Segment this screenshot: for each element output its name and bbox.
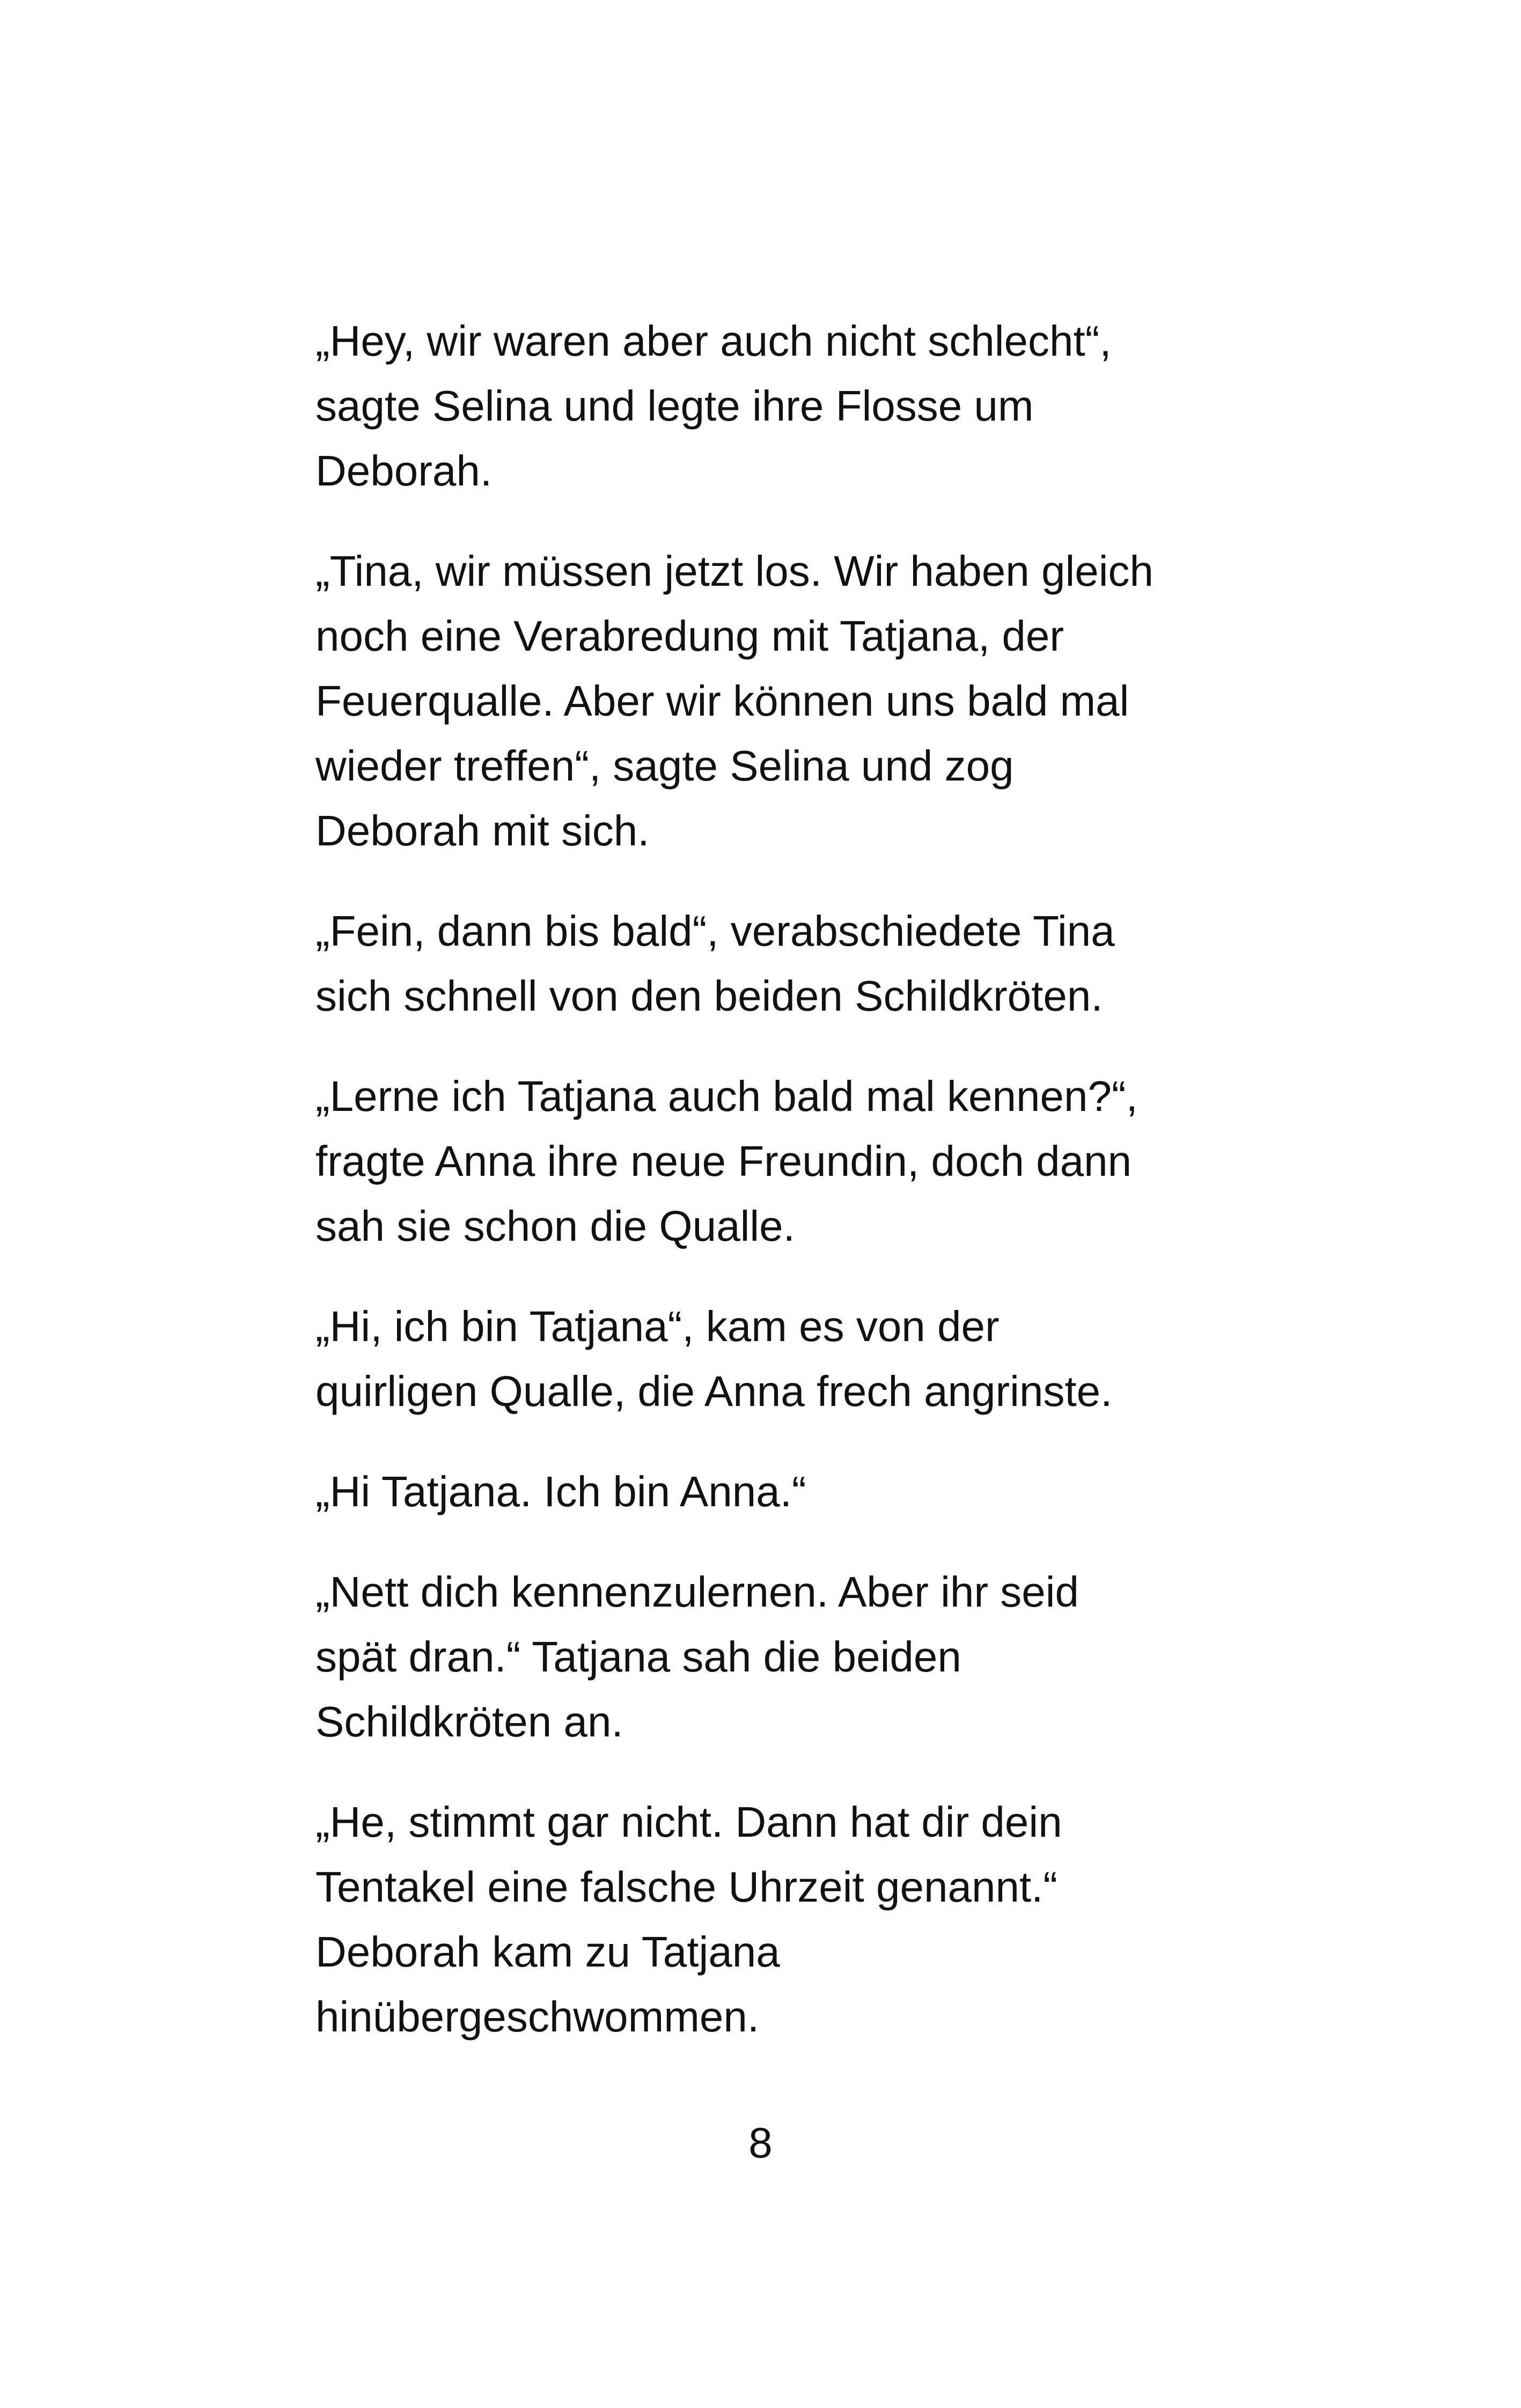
text-line: Deborah mit sich. [315, 807, 650, 855]
text-line: „Hi, ich bin Tatjana“, kam es von der [315, 1302, 1000, 1350]
text-line: „Fein, dann bis bald“, verabschiedete Tina [315, 907, 1115, 955]
story-text [315, 308, 1228, 2085]
paragraph [315, 539, 1228, 863]
text-line: noch eine Verabredung mit Tatjana, der [315, 612, 1064, 660]
text-line: sagte Selina und legte ihre Flosse um [315, 382, 1034, 430]
text-line: sich schnell von den beiden Schildkröten. [315, 972, 1103, 1020]
text-line: „Nett dich kennenzulernen. Aber ihr seid [315, 1568, 1079, 1616]
text-line: „Hi Tatjana. Ich bin Anna.“ [315, 1468, 806, 1515]
text-line: hinübergeschwommen. [315, 1993, 760, 2041]
page-number: 8 [748, 2119, 773, 2167]
text-line: Schildkröten an. [315, 1698, 623, 1746]
text-line: fragte Anna ihre neue Freundin, doch dann [315, 1137, 1132, 1185]
text-line: quirligen Qualle, die Anna frech angrinste. [315, 1367, 1113, 1415]
paragraph [315, 899, 1228, 1028]
paragraph [315, 1459, 1228, 1524]
text-line: „Lerne ich Tatjana auch bald mal kennen?“, [315, 1072, 1138, 1120]
text-line: wieder treffen“, sagte Selina und zog [315, 742, 1014, 790]
text-line: spät dran.“ Tatjana sah die beiden [315, 1633, 961, 1681]
text-line: „Tina, wir müssen jetzt los. Wir haben gleich [315, 547, 1154, 595]
text-line: „He, stimmt gar nicht. Dann hat dir dein [315, 1798, 1062, 1846]
text-line: Tentakel eine falsche Uhrzeit genannt.“ [315, 1863, 1058, 1911]
text-line: Feuerqualle. Aber wir können uns bald mal [315, 677, 1129, 725]
paragraph [315, 1064, 1228, 1258]
paragraph [315, 1559, 1228, 1754]
text-line: Deborah. [315, 447, 493, 495]
paragraph [315, 1790, 1228, 2049]
text-line: „Hey, wir waren aber auch nicht schlecht“, [315, 317, 1112, 365]
paragraph [315, 308, 1228, 503]
text-line: Deborah kam zu Tatjana [315, 1928, 780, 1976]
paragraph [315, 1294, 1228, 1424]
text-line: sah sie schon die Qualle. [315, 1202, 795, 1250]
